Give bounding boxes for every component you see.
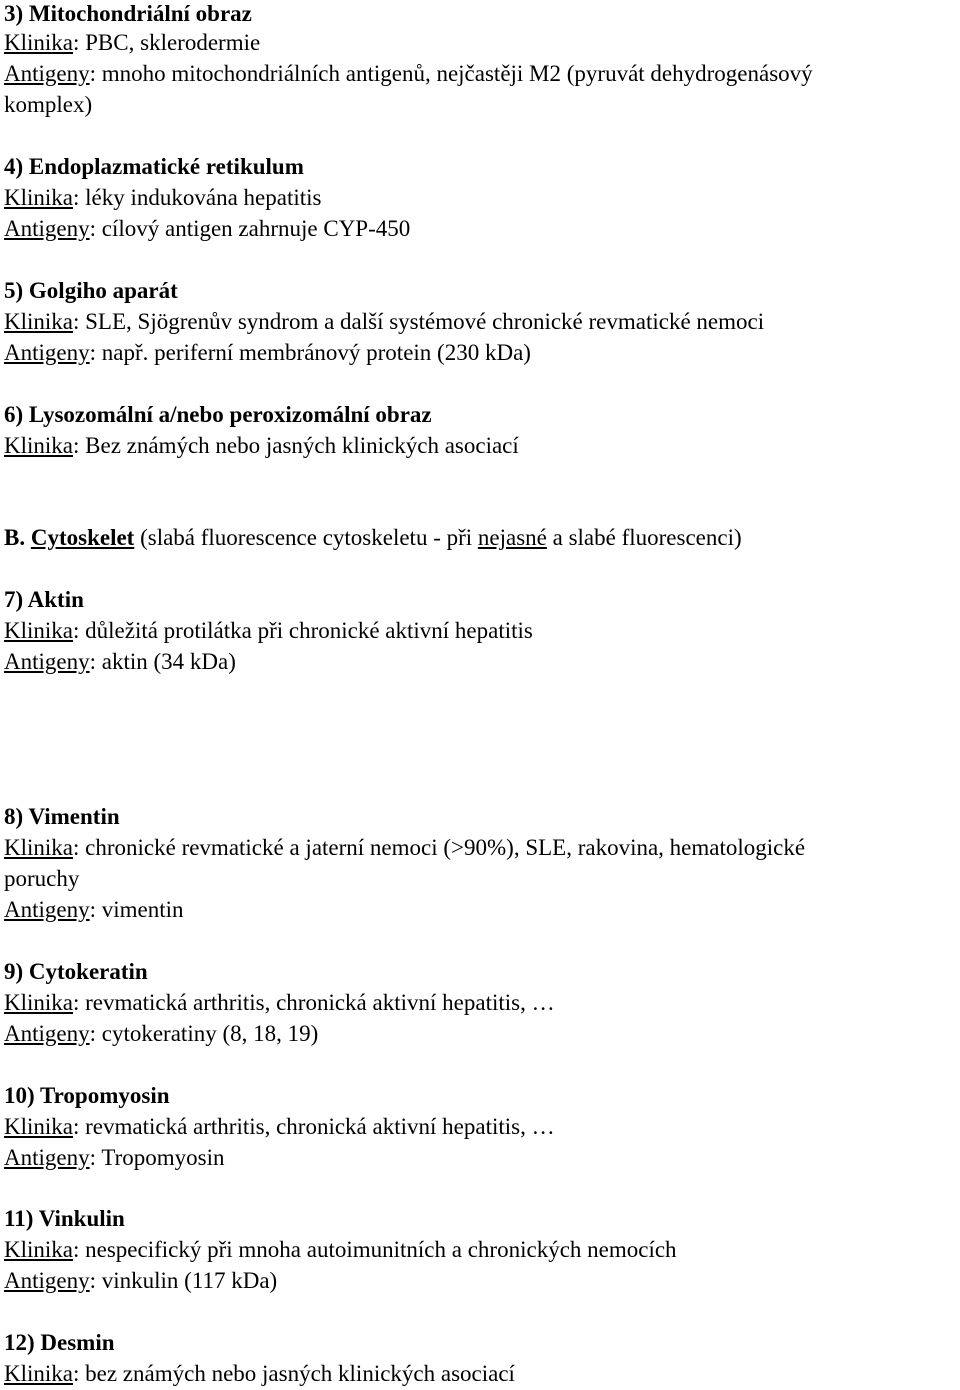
antigeny-line-cytokeratin <box>4 1020 318 1048</box>
section-title: Cytoskelet <box>30 525 135 550</box>
klinika-line-aktin <box>4 617 533 645</box>
klinika-line-er <box>4 184 321 212</box>
klinika-line-lysosomal <box>4 432 519 460</box>
antigeny-label: Antigeny <box>4 1268 90 1293</box>
klinika-label: Klinika <box>4 1237 73 1262</box>
antigeny-line-aktin <box>4 648 236 676</box>
antigeny-line-vinkulin <box>4 1267 277 1295</box>
heading-desmin: 12) Desmin <box>4 1330 115 1355</box>
klinika-line-golgi <box>4 308 764 336</box>
klinika-label: Klinika <box>4 1361 73 1386</box>
antigeny-label: Antigeny <box>4 1021 90 1046</box>
heading-tropomyosin: 10) Tropomyosin <box>4 1083 170 1108</box>
klinika-text: : bez známých nebo jasných klinických asociací <box>73 1361 515 1386</box>
klinika-text: : Bez známých nebo jasných klinických asociací <box>73 433 519 458</box>
antigeny-label: Antigeny <box>4 216 90 241</box>
antigeny-text: : mnoho mitochondriálních antigenů, nejčastěji M2 (pyruvát dehydrogenásový <box>89 61 813 86</box>
antigeny-line-er <box>4 215 410 243</box>
klinika-text: : chronické revmatické a jaterní nemoci (>90%), SLE, rakovina, hematologické <box>73 835 806 860</box>
klinika-label: Klinika <box>4 309 73 334</box>
klinika-label: Klinika <box>4 185 73 210</box>
klinika-continuation-vimentin: poruchy <box>4 866 80 891</box>
antigeny-text: : např. periferní membránový protein (230 kDa) <box>89 340 531 365</box>
klinika-line-desmin <box>4 1360 515 1388</box>
antigeny-text: : cílový antigen zahrnuje CYP-450 <box>89 216 411 241</box>
klinika-text: : SLE, Sjögrenův syndrom a další systémové chronické revmatické nemoci <box>73 309 765 334</box>
klinika-text: : léky indukována hepatitis <box>73 185 322 210</box>
klinika-label: Klinika <box>4 30 73 55</box>
antigeny-continuation-mitochondrial: komplex) <box>4 92 93 117</box>
klinika-label: Klinika <box>4 990 73 1015</box>
klinika-label: Klinika <box>4 1114 73 1139</box>
antigeny-label: Antigeny <box>4 897 90 922</box>
section-description-a: (slabá fluorescence cytoskeletu - při <box>134 525 478 550</box>
section-description-b: a slabé fluorescenci) <box>546 525 742 550</box>
klinika-text: : PBC, sklerodermie <box>73 30 261 55</box>
klinika-label: Klinika <box>4 618 73 643</box>
antigeny-text: : vinkulin (117 kDa) <box>89 1268 278 1293</box>
klinika-line-tropomyosin <box>4 1113 555 1141</box>
section-title-cytoskeleton <box>4 524 742 552</box>
heading-vinkulin: 11) Vinkulin <box>4 1206 125 1231</box>
klinika-text: : důležitá protilátka při chronické aktivní hepatitis <box>73 618 533 643</box>
section-description-emphasis: nejasné <box>477 525 547 550</box>
antigeny-text: : Tropomyosin <box>89 1145 225 1170</box>
heading-aktin: 7) Aktin <box>4 587 84 612</box>
antigeny-line-mitochondrial <box>4 60 813 88</box>
antigeny-label: Antigeny <box>4 61 90 86</box>
antigeny-line-vimentin <box>4 896 184 924</box>
heading-golgi: 5) Golgiho aparát <box>4 278 178 303</box>
klinika-label: Klinika <box>4 835 73 860</box>
heading-vimentin: 8) Vimentin <box>4 804 120 829</box>
klinika-label: Klinika <box>4 433 73 458</box>
klinika-line-cytokeratin <box>4 989 555 1017</box>
klinika-line-vimentin <box>4 834 805 862</box>
antigeny-line-golgi <box>4 339 531 367</box>
klinika-text: : revmatická arthritis, chronická aktivní hepatitis, … <box>73 990 555 1015</box>
heading-endoplasmic-reticulum: 4) Endoplazmatické retikulum <box>4 154 304 179</box>
klinika-line-vinkulin <box>4 1236 677 1264</box>
antigeny-text: : vimentin <box>89 897 184 922</box>
antigeny-text: : cytokeratiny (8, 18, 19) <box>89 1021 319 1046</box>
section-prefix: B. <box>4 525 31 550</box>
klinika-text: : revmatická arthritis, chronická aktivní hepatitis, … <box>73 1114 555 1139</box>
klinika-line-mitochondrial <box>4 29 260 57</box>
antigeny-line-tropomyosin <box>4 1144 224 1172</box>
klinika-text: : nespecifický při mnoha autoimunitních a chronických nemocích <box>73 1237 677 1262</box>
heading-mitochondrial: 3) Mitochondriální obraz <box>4 1 252 26</box>
heading-cytokeratin: 9) Cytokeratin <box>4 959 148 984</box>
antigeny-label: Antigeny <box>4 649 90 674</box>
antigeny-label: Antigeny <box>4 340 90 365</box>
antigeny-label: Antigeny <box>4 1145 90 1170</box>
heading-lysosomal: 6) Lysozomální a/nebo peroxizomální obraz <box>4 402 432 427</box>
antigeny-text: : aktin (34 kDa) <box>89 649 236 674</box>
